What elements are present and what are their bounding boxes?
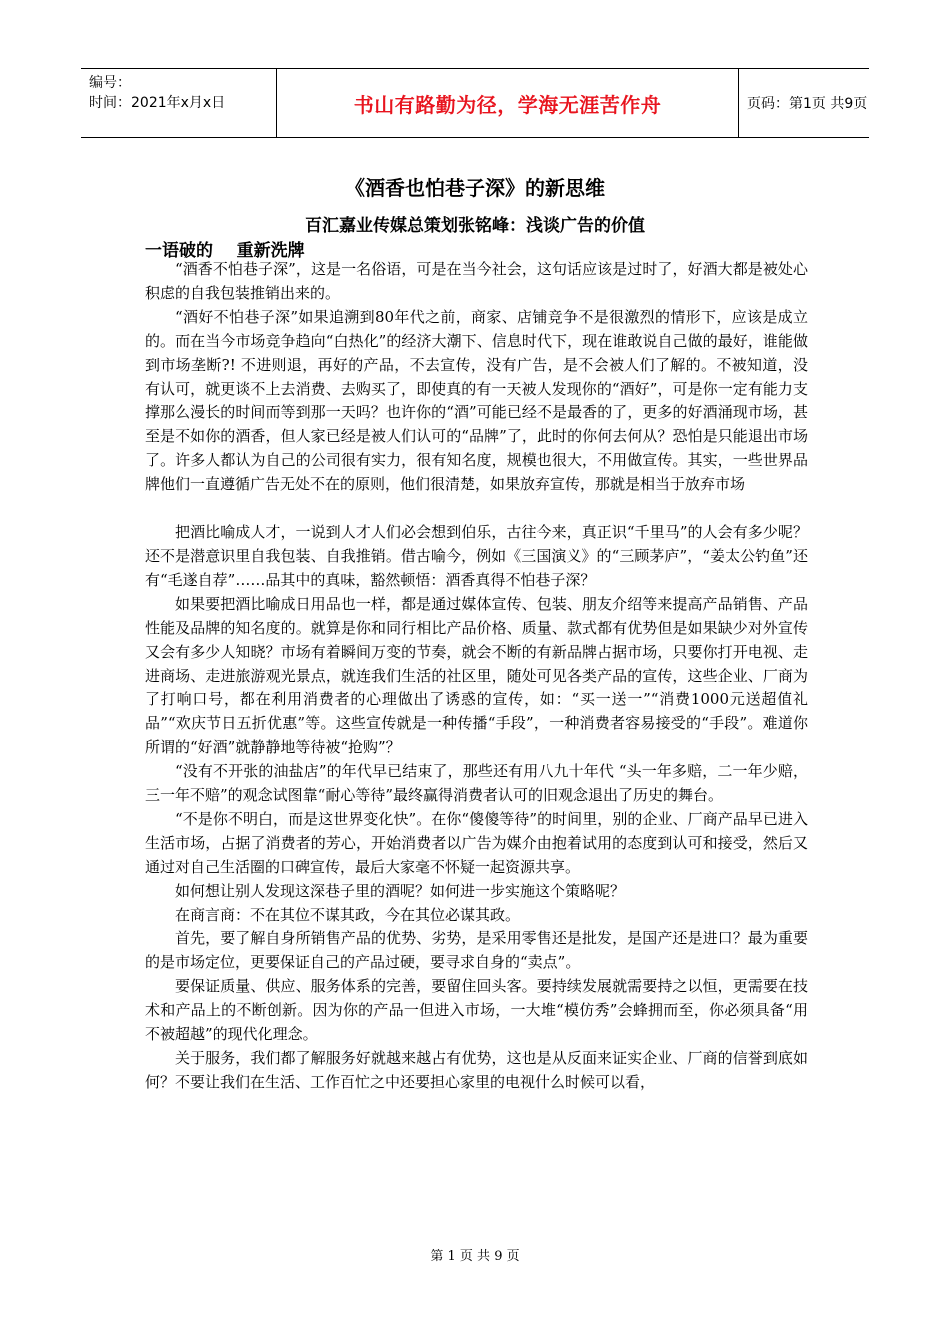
document-body — [145, 258, 808, 1095]
paragraph: 如何想让别人发现这深巷子里的酒呢？如何进一步实施这个策略呢？ — [175, 881, 626, 900]
section-heading: 一语破的 重新洗牌 — [145, 241, 305, 261]
paragraph: 把酒比喻成人才，一说到人才人们必会想到伯乐，古往今来，真正识“千里马”的人会有多少呢？还不是潜意识里自我包装、自我推销。借古喻今，例如《三国演义》的“三顾茅庐”，“姜太公钓鱼”还有“毛遂自荐”……品其中的真味，豁然顿悟：酒香真得不怕巷子深？ — [145, 523, 808, 589]
paragraph: “酒香不怕巷子深”，这是一名俗语，可是在当今社会，这句话应该是过时了，好酒大都是被处心积虑的自我包装推销出来的。 — [145, 260, 808, 302]
page-footer: 第 1 页 共 9 页 — [430, 1249, 520, 1264]
paragraph: “不是你不明白，而是这世界变化快”。在你“傻傻等待”的时间里，别的企业、厂商产品早已进入生活市场，占据了消费者的芳心，开始消费者以广告为媒介由抱着试用的态度到认可和接受，然后又通过对自己生活圈的口碑宣传，最后大家毫不怀疑一起资源共享。 — [145, 809, 808, 876]
paragraph: 要保证质量、供应、服务体系的完善，要留住回头客。要持续发展就需要持之以恒，更需要在技术和产品上的不断创新。因为你的产品一但进入市场，一大堆“模仿秀”会蜂拥而至，你必须具备“用不被超越”的现代化理念。 — [145, 977, 808, 1044]
paragraph: 在商言商：不在其位不谋其政，今在其位必谋其政。 — [175, 905, 521, 924]
paragraph: 如果要把酒比喻成日用品也一样，都是通过媒体宣传、包装、朋友介绍等来提高产品销售、产品性能及品牌的知名度的。就算是你和同行相比产品价格、质量、款式都有优势但是如果缺少对外宣传又会有多少人知晓？市场有着瞬间万变的节奏，就会不断的有新品牌占据市场，只要你打开电视、走进商场、走进旅游观光景点，就连我们生活的社区里，随处可见各类产品的宣传，这些企业、厂商为了打响口号，都在利用消费者的心理做出了诱惑的宣传，如：“买一送一”“消费1000元送超值礼品”“欢庆节日五折优惠”等。这些宣传就是一种传播“手段”，一种消费者容易接受的“手段”。难道你所谓的“好酒”就静静地等待被“抢购”？ — [145, 594, 808, 757]
paragraph: “没有不开张的油盐店”的年代早已结束了，那些还有用八九十年代 “头一年多赔，二一年少赔，三一年不赔”的观念试图靠“耐心等待”最终赢得消费者认可的旧观念退出了历史的舞台。 — [145, 762, 808, 805]
paragraph: 关于服务，我们都了解服务好就越来越占有优势，这也是从反面来证实企业、厂商的信誉到底如何？不要让我们在生活、工作百忙之中还要担心家里的电视什么时候可以看， — [145, 1049, 808, 1091]
header-table — [81, 68, 869, 138]
document-number-label: 编号： — [89, 75, 131, 91]
header-page-label: 页码：第1页 共9页 — [747, 96, 868, 112]
document-time-label: 时间：2021年x月x日 — [89, 95, 226, 111]
paragraph: “酒好不怕巷子深”如果追溯到80年代之前，商家、店铺竞争不是很激烈的情形下，应该是成立的。而在当今市场竞争趋向“白热化”的经济大潮下、信息时代下，现在谁敢说自己做的最好，谁能做到市场垄断?! 不进则退，再好的产品，不去宣传，没有广告，是不会被人们了解的。不被知道，没有认可，就更谈不上去消费、去购买了，即使真的有一天被人发现你的“酒好”，可是你一定有能力支撑那么漫长的时间而等到那一天吗？也许你的“酒”可能已经不是最香的了，更多的好酒涌现市场，甚至是不如你的酒香，但人家已经是被人们认可的“品牌”了，此时的你何去何从？恐怕是只能退出市场了。许多人都认为自己的公司很有实力，很有知名度，规模也很大，不用做宣传。其实，一些世界品牌他们一直遵循广告无处不在的原则，他们很清楚，如果放弃宣传，那就是相当于放弃市场 — [145, 307, 808, 494]
document-subtitle: 百汇嘉业传媒总策划张铭峰：浅谈广告的价值 — [305, 216, 645, 236]
header-motto: 书山有路勤为径，学海无涯苦作舟 — [277, 69, 739, 137]
document-title: 《酒香也怕巷子深》的新思维 — [345, 176, 605, 200]
paragraph: 首先，要了解自身所销售产品的优势、劣势，是采用零售还是批发，是国产还是进口？最为重要的是市场定位，更要保证自己的产品过硬，要寻求自身的“卖点”。 — [145, 929, 808, 972]
header-info-cell — [81, 69, 277, 137]
